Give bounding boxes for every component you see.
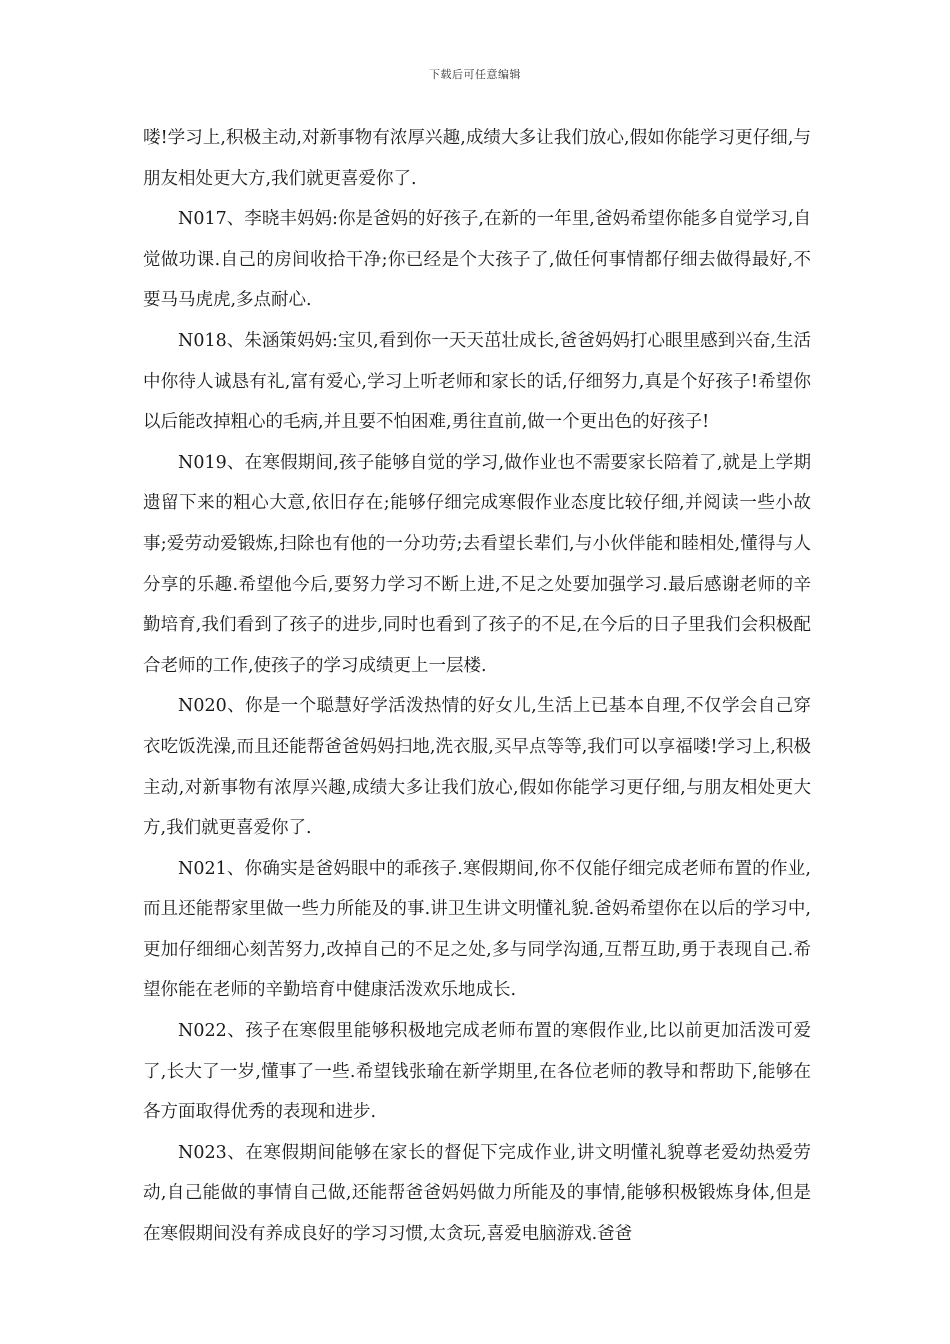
paragraph-n022: N022、孩子在寒假里能够积极地完成老师布置的寒假作业,比以前更加活泼可爱了,长大了一岁,懂事了一些.希望钱张瑜在新学期里,在各位老师的教导和帮助下,能够在各方面取得优秀的表现和进步.	[143, 1021, 811, 1123]
paragraph-n020: N020、你是一个聪慧好学活泼热情的好女儿,生活上已基本自理,不仅学会自己穿衣吃饭洗澡,而且还能帮爸爸妈妈扫地,洗衣服,买早点等等,我们可以享福喽!学习上,积极主动,对新事物有浓厚兴趣,成绩大多让我们放心,假如你能学习更仔细,与朋友相处更大方,我们就更喜爱你了.	[143, 696, 811, 839]
paragraph-n021: N021、你确实是爸妈眼中的乖孩子.寒假期间,你不仅能仔细完成老师布置的作业,而且还能帮家里做一些力所能及的事.讲卫生讲文明懂礼貌.爸妈希望你在以后的学习中,更加仔细细心刻苦努力,改掉自己的不足之处,多与同学沟通,互帮互助,勇于表现自己.希望你能在老师的辛勤培育中健康活泼欢乐地成长.	[143, 858, 811, 1001]
paragraph-continuation: 喽!学习上,积极主动,对新事物有浓厚兴趣,成绩大多让我们放心,假如你能学习更仔细,与朋友相处更大方,我们就更喜爱你了.	[143, 128, 811, 189]
paragraph-n018: N018、朱涵策妈妈:宝贝,看到你一天天茁壮成长,爸爸妈妈打心眼里感到兴奋,生活中你待人诚恳有礼,富有爱心,学习上听老师和家长的话,仔细努力,真是个好孩子!希望你以后能改掉粗心的毛病,并且要不怕困难,勇往直前,做一个更出色的好孩子!	[143, 330, 811, 433]
paragraph-n017: N017、李晓丰妈妈:你是爸妈的好孩子,在新的一年里,爸妈希望你能多自觉学习,自觉做功课.自己的房间收拾干净;你已经是个大孩子了,做任何事情都仔细去做得最好,不要马马虎虎,多点耐心.	[143, 209, 811, 311]
page-header: 下载后可任意编辑	[429, 68, 521, 81]
document-body	[143, 118, 811, 1255]
paragraph-n019: N019、在寒假期间,孩子能够自觉的学习,做作业也不需要家长陪着了,就是上学期遗留下来的粗心大意,依旧存在;能够仔细完成寒假作业态度比较仔细,并阅读一些小故事;爱劳动爱锻炼,扫除也有他的一分功劳;去看望长辈们,与小伙伴能和睦相处,懂得与人分享的乐趣.希望他今后,要努力学习不断上进,不足之处要加强学习.最后感谢老师的辛勤培育,我们看到了孩子的进步,同时也看到了孩子的不足,在今后的日子里我们会积极配合老师的工作,使孩子的学习成绩更上一层楼.	[143, 452, 811, 676]
paragraph-n023: N023、在寒假期间能够在家长的督促下完成作业,讲文明懂礼貌尊老爱幼热爱劳动,自己能做的事情自己做,还能帮爸爸妈妈做力所能及的事情,能够积极锻炼身体,但是在寒假期间没有养成良好的学习习惯,太贪玩,喜爱电脑游戏.爸爸	[143, 1142, 811, 1245]
